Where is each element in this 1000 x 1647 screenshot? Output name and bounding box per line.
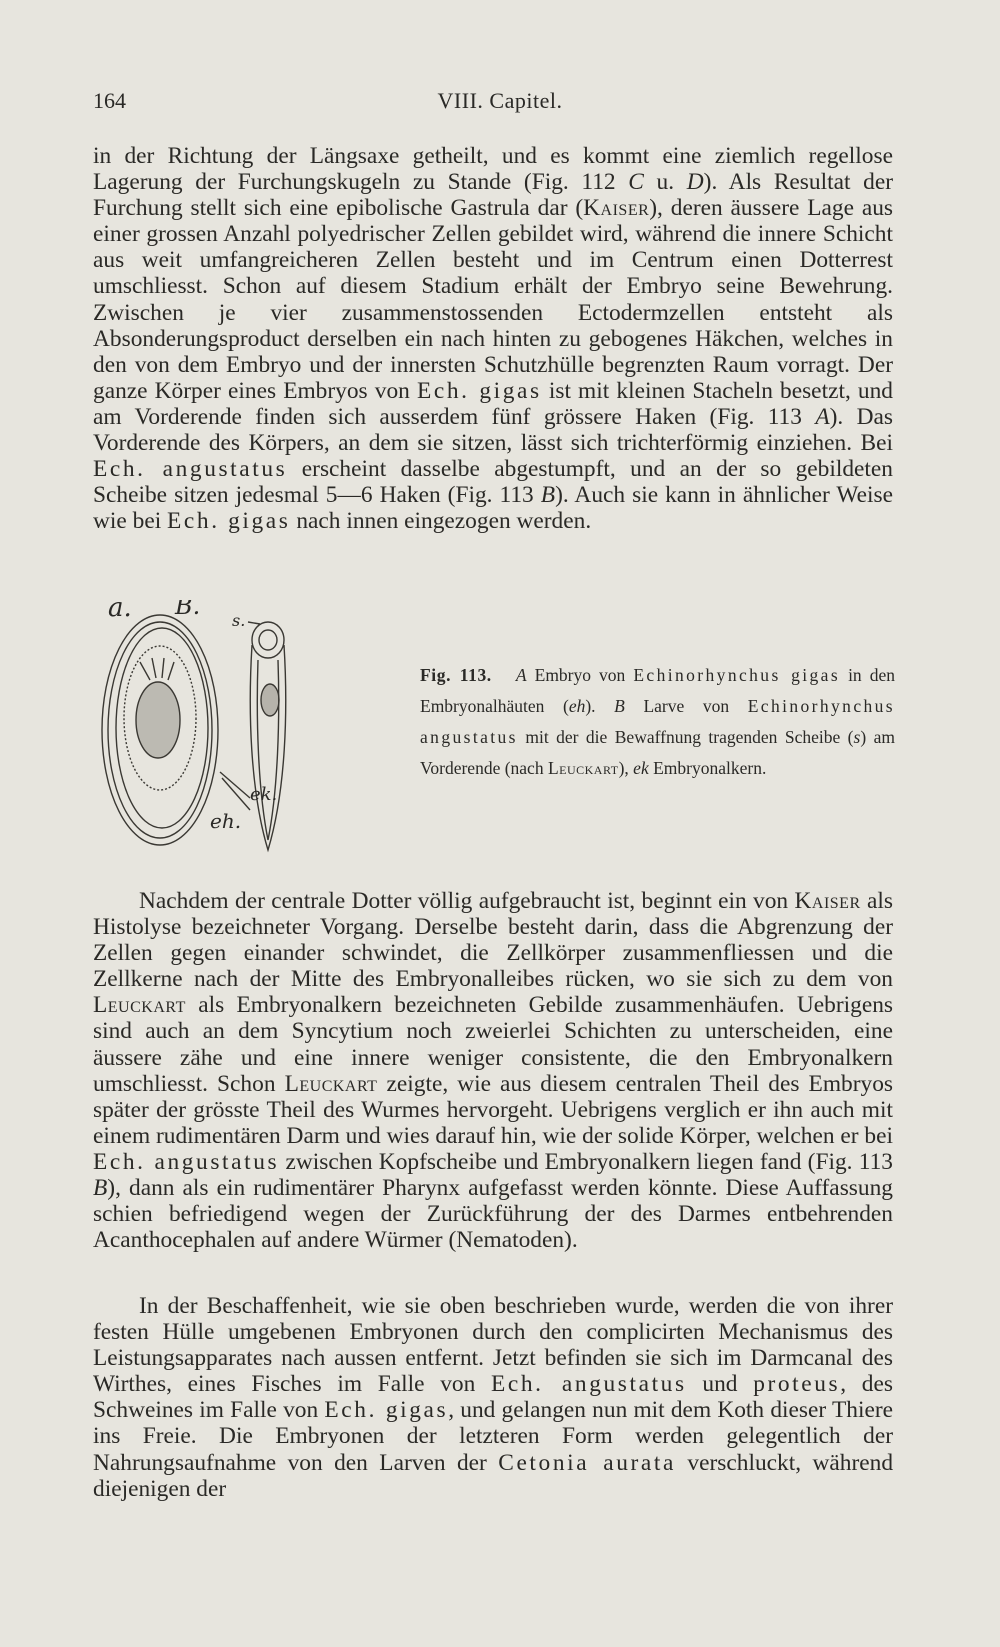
text-run: ), deren äussere Lage aus einer grossen Anzahl polyedrischer Zellen gebildet wird, während die innere Schicht aus weit umfangreicheren Zellen besteht und im Centrum einen Dotterrest umschliesst. Schon auf diesem Stadium erhält der Embryo seine Bewehrung. Zwischen je vier zusammenstossenden Ectodermzellen entsteht als Absonderungsproduct derselben ein nach hinten zu gebogenes Häkchen, welches in den von dem Embryo und der innersten Schutzhülle begrenzten Raum vorragt. Der ganze Körper eines Embryos von [93, 195, 893, 404]
figure-113-illustration [100, 600, 310, 865]
species-name: Cetonia aurata [498, 1449, 676, 1476]
text-run: mit der die Bewaffnung tragenden Scheibe ( [517, 727, 854, 747]
paragraph-histolyse [93, 888, 893, 1253]
text-run: zwischen Kopfscheibe und Embryonalkern liegen fand (Fig. 113 [279, 1148, 893, 1175]
species-name: Echinorhynchus angustatus [420, 696, 896, 747]
text-run: ), dann als ein rudimentärer Pharynx aufgefasst werden könnte. Diese Auffassung schien befriedigend wegen der Zurückführung der des Darmes entbehrenden Acanthocephalen auf andere Würmer (Nematoden). [93, 1175, 893, 1254]
embryo-drawing-a [102, 615, 218, 845]
figure-caption [420, 660, 895, 784]
figure-number: Fig. 113. [420, 665, 492, 685]
text-run: ). Das Vorderende des Körpers, an dem sie sitzen, lässt sich trichterförmig einziehen. Bei [93, 403, 893, 457]
text-run: Larve von [624, 696, 748, 716]
italic-run: A [815, 403, 830, 430]
text-run: Embryonalkern. [648, 758, 767, 778]
text-run: ). Auch sie kann in ähnlicher Weise wie bei [93, 482, 893, 535]
text-run: als Embryonalkern bezeichneten Gebilde zusammenhäufen. Uebrigens sind auch an dem Syncytium noch zweierlei Schichten zu unterscheiden, eine äussere zähe und eine innere weniger consistente, die den Embryonalkern umschliesst. Schon [93, 992, 893, 1097]
species-name: proteus [753, 1371, 841, 1398]
label-a: a. [108, 600, 132, 623]
larva-drawing-b [250, 622, 285, 850]
text-run: nach innen eingezogen werden. [290, 508, 592, 535]
label-eh: eh. [210, 809, 242, 833]
italic-run: C [628, 169, 644, 196]
italic-run: A [515, 665, 527, 685]
text-run: in der Richtung der Längsaxe getheilt, und es kommt eine ziemlich regellose Lagerung der Furchungskugeln zu Stande (Fig. 112 [93, 143, 893, 196]
author-name: Leuckart [284, 1070, 378, 1097]
species-name: Ech. gigas [324, 1397, 449, 1424]
text-run: ), [618, 758, 634, 778]
text-run: zeigte, wie aus diesem centralen Theil des Embryos später der grösste Theil des Wurmes hervorgeht. Uebrigens verglich er ihn auch mit einem rudimentären Darm und wies darauf hin, wie der solide Körper, welchen er bei [93, 1070, 893, 1149]
text-run: Embryo von [526, 665, 634, 685]
text-run: ). [585, 696, 615, 716]
author-name: Kaiser [794, 888, 861, 914]
text-run: ) am Vorderende (nach [420, 727, 895, 778]
italic-run: B [540, 482, 556, 509]
embryo-larva-drawing [100, 600, 310, 865]
text-run: , des Schweines im Falle von [93, 1371, 893, 1424]
chapter-title: VIII. Capitel. [437, 88, 563, 113]
italic-run: D [686, 169, 704, 196]
species-name: Echinorhynchus gigas [633, 665, 841, 685]
page-number: 164 [93, 88, 126, 113]
text-run: als Histolyse bezeichneter Vorgang. Derselbe besteht darin, dass die Abgrenzung der Zellen gegen einander schwindet, die Zellkörper zusammenfliessen und die Zellkerne nach der Mitte des Embryonalleibes rücken, wo sie sich zu dem von [93, 888, 893, 993]
text-run: u. [643, 169, 687, 196]
species-name: Ech. angustatus [93, 456, 288, 483]
text-run: verschluckt, während diejenigen der [93, 1449, 894, 1502]
italic-run: s [853, 727, 861, 747]
label-ek: ek. [250, 784, 278, 805]
text-run: erscheint dasselbe abgestumpft, und an der so gebildeten Scheibe sitzen jedesmal 5—6 Haken (Fig. 113 [93, 456, 893, 509]
text-run: Nachdem der centrale Dotter völlig aufgebraucht ist, beginnt ein von [139, 888, 795, 914]
species-name: Ech. gigas [167, 508, 291, 535]
italic-run: ek [633, 758, 649, 778]
running-header [93, 88, 907, 118]
author-name: Leuckart [547, 758, 619, 778]
species-name: Ech. angustatus [491, 1371, 687, 1398]
paragraph-furchung [93, 143, 893, 534]
text-run: und [686, 1371, 754, 1398]
author-name: Leuckart [93, 992, 186, 1019]
label-b: B. [175, 600, 201, 620]
text-run: ist mit kleinen Stacheln besetzt, und am Vorderende finden sich ausserdem fünf grössere Haken (Fig. 113 [93, 377, 894, 430]
text-run: ). Als Resultat der Furchung stellt sich eine epibolische Gastrula dar ( [93, 169, 893, 222]
text-run: , und gelangen nun mit dem Koth dieser Thiere ins Freie. Die Embryonen der letzteren Form werden gelegentlich der Nahrungsaufnahme von den Larven der [93, 1397, 893, 1476]
italic-run: B [614, 696, 625, 716]
italic-run: eh [568, 696, 586, 716]
label-s: s. [232, 611, 246, 630]
paragraph-embryonen [93, 1293, 893, 1502]
text-run: In der Beschaffenheit, wie sie oben beschrieben wurde, werden die von ihrer festen Hülle umgebenen Embryonen durch den complicirten Mechanismus des Leistungsapparates nach aussen entfernt. Jetzt befinden sie sich im Darmcanal des Wirthes, eines Fisches im Falle von [93, 1293, 893, 1398]
species-name: Ech. angustatus [93, 1148, 280, 1175]
species-name: Ech. gigas [417, 377, 542, 404]
author-name: Kaiser [583, 195, 650, 222]
text-run: in den Embryonalhäuten ( [420, 665, 895, 716]
italic-run: B [93, 1175, 108, 1202]
